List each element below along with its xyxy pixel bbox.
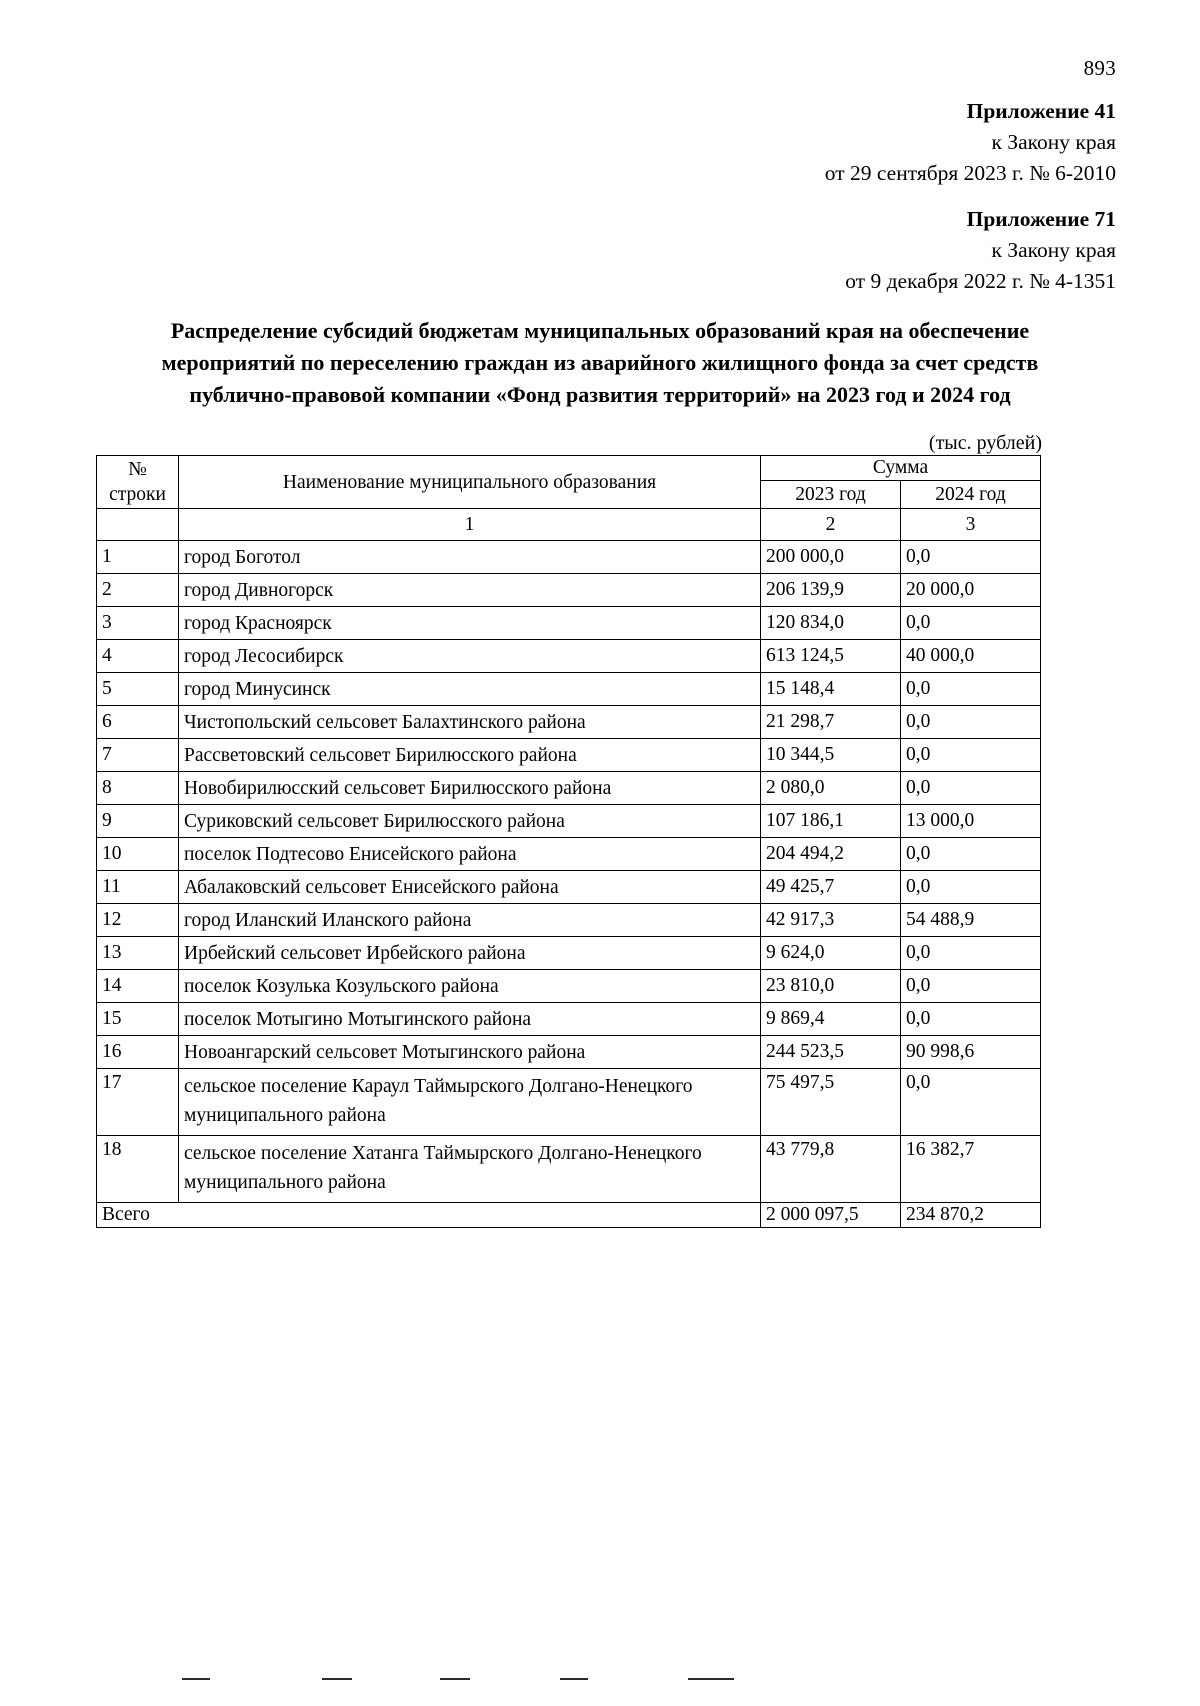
amount-2024: 0,0 <box>901 541 1041 574</box>
row-number: 14 <box>97 970 179 1003</box>
amount-2023: 9 869,4 <box>761 1003 901 1036</box>
subsidy-distribution-table <box>96 455 1041 1228</box>
row-number: 1 <box>97 541 179 574</box>
header-municipality-name: Наименование муниципального образования <box>179 456 761 509</box>
amount-2024: 20 000,0 <box>901 574 1041 607</box>
row-number: 5 <box>97 673 179 706</box>
municipality-name: поселок Подтесово Енисейского района <box>179 838 761 871</box>
amount-2023: 23 810,0 <box>761 970 901 1003</box>
amount-2023: 49 425,7 <box>761 871 901 904</box>
reference-law-line: к Закону края <box>991 130 1116 154</box>
column-number-2023: 2 <box>761 509 901 541</box>
table-row <box>97 574 1041 607</box>
reference-block-appendix-71 <box>845 204 1116 297</box>
table-header-row-1 <box>97 456 1041 481</box>
municipality-name: Суриковский сельсовет Бирилюсского района <box>179 805 761 838</box>
row-number: 2 <box>97 574 179 607</box>
table-row <box>97 937 1041 970</box>
row-number: 8 <box>97 772 179 805</box>
municipality-name: город Иланский Иланского района <box>179 904 761 937</box>
total-2024: 234 870,2 <box>901 1203 1041 1228</box>
table-row <box>97 1136 1041 1203</box>
amount-2024: 0,0 <box>901 871 1041 904</box>
amount-2024: 0,0 <box>901 1003 1041 1036</box>
reference-date-line: от 9 декабря 2022 г. № 4-1351 <box>845 269 1116 293</box>
row-number: 15 <box>97 1003 179 1036</box>
amount-2024: 0,0 <box>901 673 1041 706</box>
municipality-name: Чистопольский сельсовет Балахтинского района <box>179 706 761 739</box>
amount-2024: 0,0 <box>901 970 1041 1003</box>
amount-2023: 75 497,5 <box>761 1069 901 1136</box>
header-sum: Сумма <box>761 456 1041 481</box>
amount-2024: 16 382,7 <box>901 1136 1041 1203</box>
table-row <box>97 673 1041 706</box>
title-line-1: Распределение субсидий бюджетам муниципальных образований края на обеспечение <box>170 318 1030 343</box>
municipality-name: Абалаковский сельсовет Енисейского района <box>179 871 761 904</box>
table-row <box>97 1036 1041 1069</box>
amount-2023: 10 344,5 <box>761 739 901 772</box>
title-line-3: публично-правовой компании «Фонд развития территорий» на 2023 год и 2024 год <box>189 382 1011 407</box>
table-row <box>97 640 1041 673</box>
municipality-name: город Дивногорск <box>179 574 761 607</box>
municipality-name: Рассветовский сельсовет Бирилюсского района <box>179 739 761 772</box>
amount-2024: 13 000,0 <box>901 805 1041 838</box>
column-number-name: 1 <box>179 509 761 541</box>
amount-2023: 2 080,0 <box>761 772 901 805</box>
table-foot <box>97 1203 1041 1228</box>
municipality-name: Новоангарский сельсовет Мотыгинского района <box>179 1036 761 1069</box>
row-number: 11 <box>97 871 179 904</box>
total-label: Всего <box>97 1203 761 1228</box>
reference-law-line: к Закону края <box>991 238 1116 262</box>
title-line-2: мероприятий по переселению граждан из аварийного жилищного фонда за счет средств <box>161 350 1039 375</box>
header-year-2023: 2023 год <box>761 481 901 509</box>
amount-2023: 204 494,2 <box>761 838 901 871</box>
table-row <box>97 607 1041 640</box>
table-row <box>97 904 1041 937</box>
amount-2024: 0,0 <box>901 772 1041 805</box>
footer-mark <box>440 1678 470 1680</box>
amount-2023: 120 834,0 <box>761 607 901 640</box>
header-year-2024: 2024 год <box>901 481 1041 509</box>
municipality-name: поселок Козулька Козульского района <box>179 970 761 1003</box>
page-footer-marks <box>0 1678 1200 1684</box>
amount-2023: 42 917,3 <box>761 904 901 937</box>
table-row <box>97 871 1041 904</box>
municipality-name: город Лесосибирск <box>179 640 761 673</box>
amount-2024: 0,0 <box>901 739 1041 772</box>
table-row <box>97 772 1041 805</box>
row-number: 9 <box>97 805 179 838</box>
row-number: 10 <box>97 838 179 871</box>
amount-2024: 90 998,6 <box>901 1036 1041 1069</box>
row-number: 12 <box>97 904 179 937</box>
amount-2024: 0,0 <box>901 706 1041 739</box>
amount-2023: 206 139,9 <box>761 574 901 607</box>
footer-mark <box>560 1678 588 1680</box>
table-body <box>97 541 1041 1203</box>
reference-title: Приложение 71 <box>966 207 1116 231</box>
amount-2024: 0,0 <box>901 937 1041 970</box>
page-number: 893 <box>1083 56 1116 80</box>
table-row <box>97 805 1041 838</box>
table-row <box>97 1069 1041 1136</box>
header-row-number-line1: № <box>128 459 147 480</box>
municipality-name: город Минусинск <box>179 673 761 706</box>
column-number-2024: 3 <box>901 509 1041 541</box>
amount-2023: 43 779,8 <box>761 1136 901 1203</box>
table-row <box>97 541 1041 574</box>
municipality-name: Новобирилюсский сельсовет Бирилюсского района <box>179 772 761 805</box>
amount-2023: 200 000,0 <box>761 541 901 574</box>
units-note: (тыс. рублей) <box>928 432 1042 454</box>
municipality-name: поселок Мотыгино Мотыгинского района <box>179 1003 761 1036</box>
amount-2023: 244 523,5 <box>761 1036 901 1069</box>
table-column-number-row <box>97 509 1041 541</box>
amount-2024: 0,0 <box>901 838 1041 871</box>
municipality-name: город Красноярск <box>179 607 761 640</box>
header-row-number-line2: строки <box>109 484 166 505</box>
row-number: 18 <box>97 1136 179 1203</box>
footer-mark <box>182 1678 210 1680</box>
amount-2023: 21 298,7 <box>761 706 901 739</box>
row-number: 6 <box>97 706 179 739</box>
header-row-number <box>97 456 179 509</box>
table-row <box>97 970 1041 1003</box>
table-row <box>97 1003 1041 1036</box>
reference-date-line: от 29 сентября 2023 г. № 6-2010 <box>824 161 1116 185</box>
amount-2024: 40 000,0 <box>901 640 1041 673</box>
row-number: 3 <box>97 607 179 640</box>
table-row <box>97 739 1041 772</box>
table-head <box>97 456 1041 541</box>
footer-mark <box>322 1678 352 1680</box>
row-number: 7 <box>97 739 179 772</box>
footer-mark <box>688 1678 734 1680</box>
amount-2024: 0,0 <box>901 607 1041 640</box>
municipality-name: сельское поселение Хатанга Таймырского Долгано-Ненецкого муниципального района <box>179 1136 761 1203</box>
column-number-no <box>97 509 179 541</box>
municipality-name: город Боготол <box>179 541 761 574</box>
row-number: 4 <box>97 640 179 673</box>
row-number: 13 <box>97 937 179 970</box>
amount-2024: 54 488,9 <box>901 904 1041 937</box>
total-2023: 2 000 097,5 <box>761 1203 901 1228</box>
page-title <box>120 315 1080 411</box>
amount-2023: 107 186,1 <box>761 805 901 838</box>
amount-2023: 15 148,4 <box>761 673 901 706</box>
table-total-row <box>97 1203 1041 1228</box>
table-row <box>97 838 1041 871</box>
row-number: 16 <box>97 1036 179 1069</box>
amount-2023: 9 624,0 <box>761 937 901 970</box>
reference-block-appendix-41 <box>825 96 1116 189</box>
table-row <box>97 706 1041 739</box>
row-number: 17 <box>97 1069 179 1136</box>
reference-title: Приложение 41 <box>966 99 1116 123</box>
amount-2023: 613 124,5 <box>761 640 901 673</box>
amount-2024: 0,0 <box>901 1069 1041 1136</box>
municipality-name: Ирбейский сельсовет Ирбейского района <box>179 937 761 970</box>
municipality-name: сельское поселение Караул Таймырского Долгано-Ненецкого муниципального района <box>179 1069 761 1136</box>
